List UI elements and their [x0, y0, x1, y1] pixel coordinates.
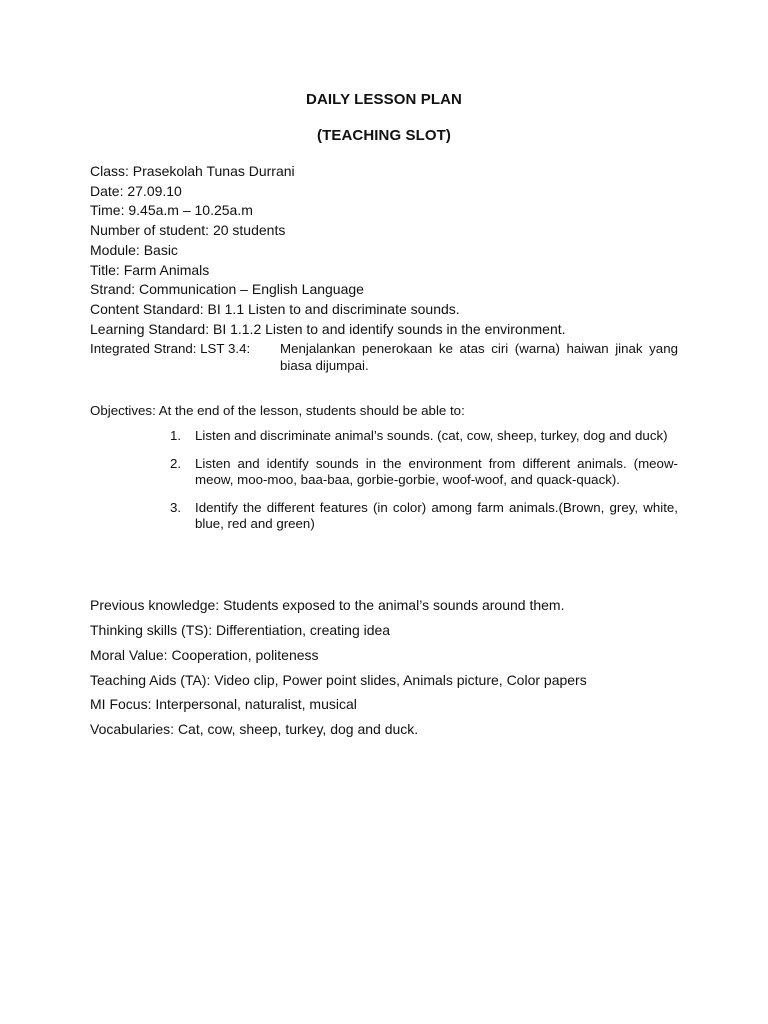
- moral-value-line: Moral Value: Cooperation, politeness: [90, 647, 319, 663]
- objective-number: 3.: [170, 500, 182, 515]
- objective-item: [170, 456, 678, 488]
- objective-item: [170, 428, 678, 444]
- objective-item: [170, 500, 678, 532]
- objective-number: 1.: [170, 428, 182, 443]
- integrated-strand-label: Integrated Strand: LST 3.4:: [90, 341, 251, 356]
- vocabularies-line: Vocabularies: Cat, cow, sheep, turkey, dog and duck.: [90, 721, 419, 737]
- integrated-strand: [90, 340, 678, 374]
- date-line: Date: 27.09.10: [90, 183, 182, 199]
- content-standard-line: Content Standard: BI 1.1 Listen to and discriminate sounds.: [90, 301, 460, 317]
- objectives-heading: Objectives: At the end of the lesson, students should be able to:: [90, 403, 465, 418]
- document-title: DAILY LESSON PLAN: [306, 91, 462, 108]
- module-line: Module: Basic: [90, 242, 178, 258]
- objectives-list: [170, 428, 678, 544]
- time-line: Time: 9.45a.m – 10.25a.m: [90, 202, 253, 218]
- objective-text: Identify the different features (in color) among farm animals.(Brown, grey, white, blue, red and green): [195, 500, 678, 531]
- objective-text: Listen and discriminate animal’s sounds. (cat, cow, sheep, turkey, dog and duck): [195, 428, 668, 443]
- integrated-strand-text: Menjalankan penerokaan ke atas ciri (warna) haiwan jinak yang biasa dijumpai.: [280, 341, 678, 373]
- previous-knowledge-line: Previous knowledge: Students exposed to the animal’s sounds around them.: [90, 597, 565, 613]
- learning-standard-line: Learning Standard: BI 1.1.2 Listen to and identify sounds in the environment.: [90, 321, 566, 337]
- teaching-aids-line: Teaching Aids (TA): Video clip, Power point slides, Animals picture, Color papers: [90, 672, 587, 688]
- class-line: Class: Prasekolah Tunas Durrani: [90, 163, 295, 179]
- title-line: Title: Farm Animals: [90, 262, 210, 278]
- strand-line: Strand: Communication – English Language: [90, 281, 364, 297]
- objective-number: 2.: [170, 456, 182, 471]
- mi-focus-line: MI Focus: Interpersonal, naturalist, musical: [90, 696, 357, 712]
- number-of-student-line: Number of student: 20 students: [90, 222, 286, 238]
- thinking-skills-line: Thinking skills (TS): Differentiation, creating idea: [90, 622, 391, 638]
- objective-text: Listen and identify sounds in the environment from different animals. (meow-meow, moo-moo, baa-baa, gorbie-gorbie, woof-woof, and quack-quack).: [195, 456, 678, 487]
- document-subtitle: (TEACHING SLOT): [317, 127, 451, 144]
